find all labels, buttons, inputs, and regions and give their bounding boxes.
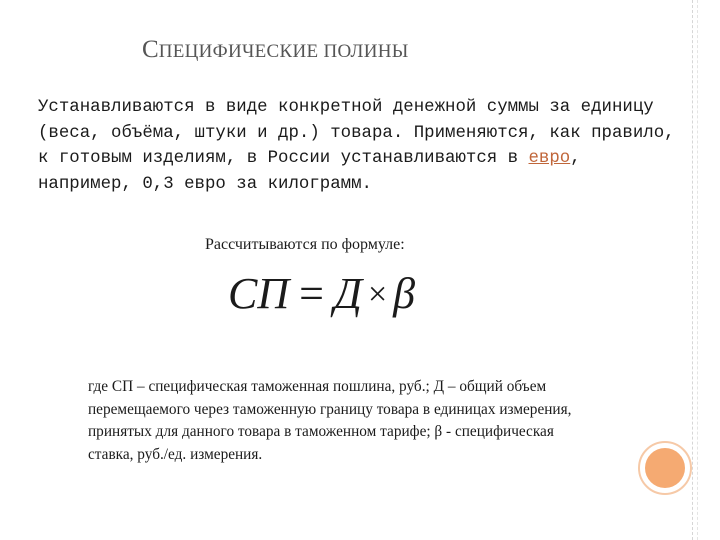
title-rest: ПЕЦИФИЧЕСКИЕ ПОЛИНЫ: [158, 41, 409, 62]
formula: [228, 268, 415, 319]
euro-link[interactable]: евро: [528, 149, 571, 168]
formula-lhs: СП: [228, 269, 290, 318]
slide-title: [142, 36, 409, 64]
paragraph-text-after: , например, 0,3 евро за килограмм.: [38, 149, 581, 194]
description-paragraph: [38, 95, 678, 197]
formula-intro: Рассчитываются по формуле:: [205, 236, 405, 253]
formula-d: Д: [333, 269, 362, 318]
title-initial: С: [142, 36, 159, 63]
formula-times: ×: [367, 276, 388, 313]
formula-beta: β: [393, 269, 416, 318]
right-border-line: [692, 0, 693, 540]
formula-equals: =: [299, 269, 324, 318]
formula-explanation: где СП – специфическая таможенная пошлина, руб.; Д – общий объем перемещаемого через таможенную границу товара в единицах измерения, принятых для данного товара в таможенном тарифе; β - специфическая ставка, руб./ед. измерения.: [88, 378, 572, 463]
right-border-line-secondary: [697, 0, 698, 540]
paragraph-text-before: Устанавливаются в виде конкретной денежной суммы за единицу (веса, объёма, штуки и др.) товара. Применяются, как правило, к готовым изделиям, в России устанавливаются в: [38, 98, 675, 168]
decorative-circle-fill: [645, 448, 685, 488]
